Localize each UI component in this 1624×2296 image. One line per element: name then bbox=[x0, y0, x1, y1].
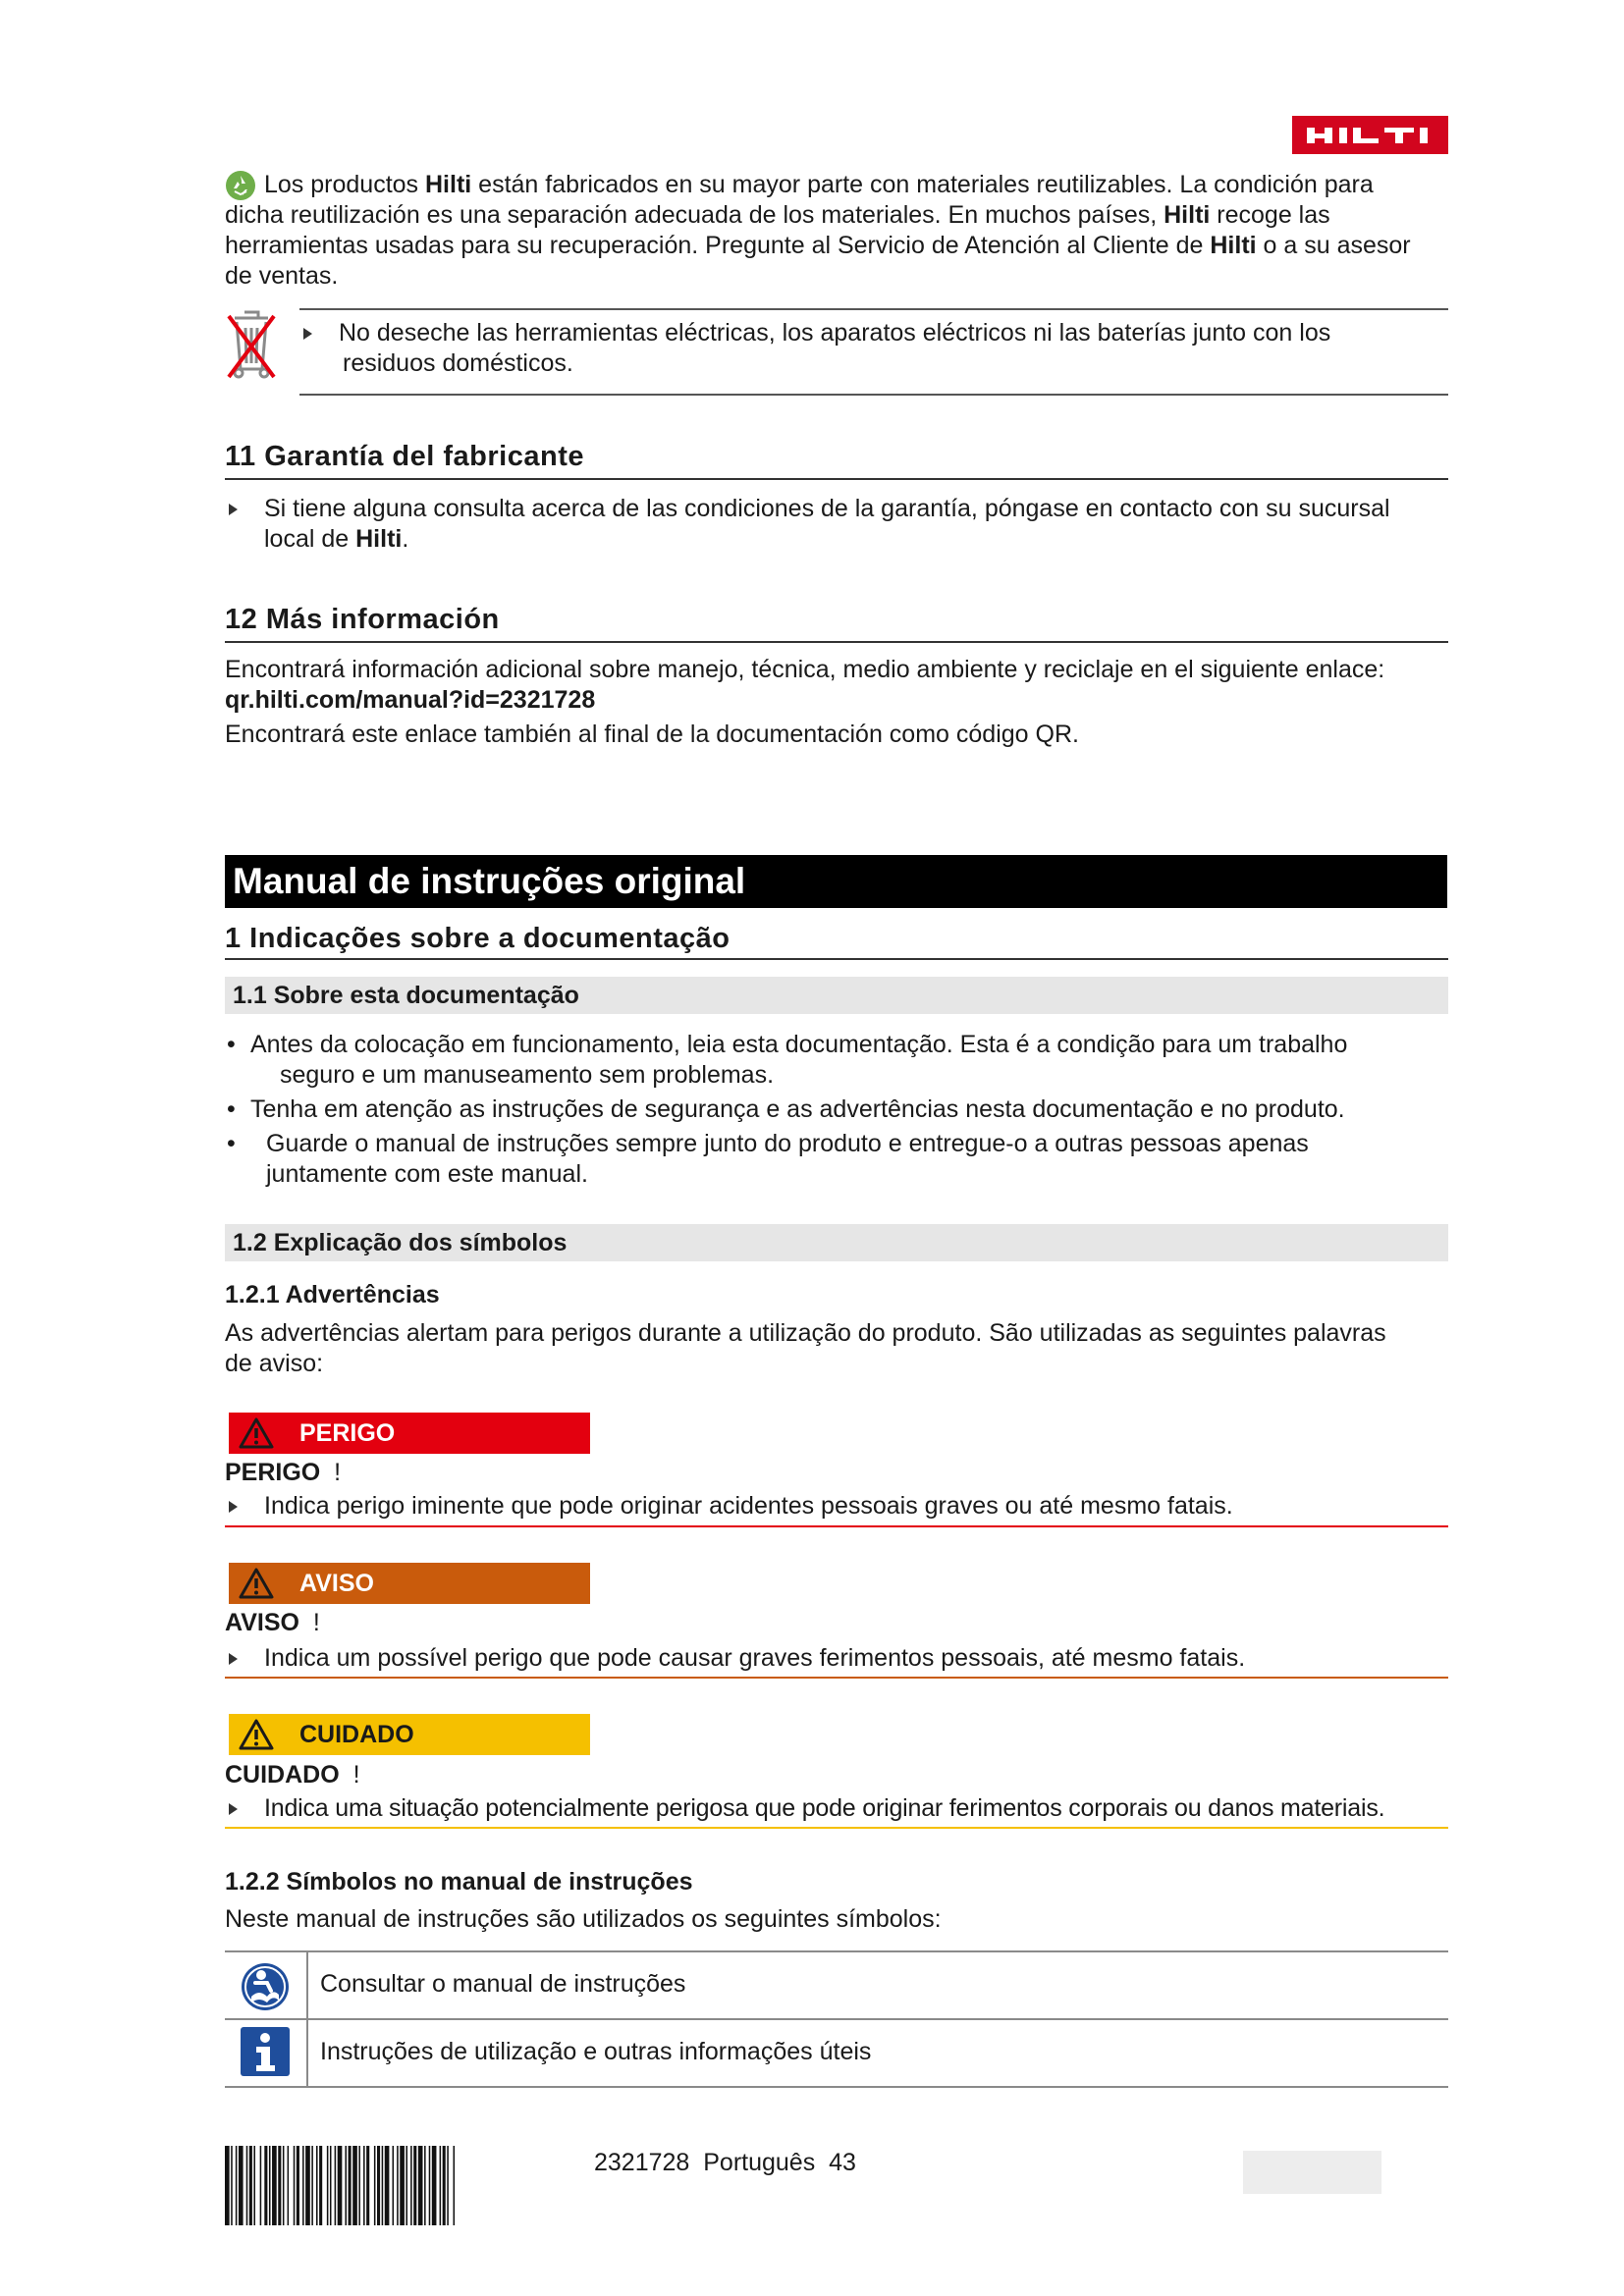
barcode-bar bbox=[305, 2146, 310, 2225]
disposal-rule-bottom bbox=[299, 394, 1448, 396]
disposal-rule-top bbox=[299, 308, 1448, 310]
footer-gray-box bbox=[1243, 2151, 1381, 2194]
barcode-bar bbox=[225, 2146, 230, 2225]
barcode-bar bbox=[366, 2146, 369, 2225]
signal-word-danger-banner bbox=[229, 1413, 590, 1454]
text-run: o a su asesor bbox=[1256, 232, 1411, 259]
signal-word-caution-banner bbox=[229, 1714, 590, 1755]
bullet-dot: • bbox=[227, 1031, 236, 1058]
barcode-bar bbox=[330, 2146, 332, 2225]
signal-label: CUIDADO bbox=[299, 1721, 414, 1748]
barcode-bar bbox=[249, 2146, 252, 2225]
brand-name: Hilti bbox=[1210, 232, 1257, 259]
barcode-bar bbox=[363, 2146, 365, 2225]
section-12-line: Encontrará información adicional sobre manejo, técnica, medio ambiente y reciclaje en el siguiente enlace: bbox=[225, 656, 1385, 683]
barcode-bar bbox=[345, 2146, 347, 2225]
symbol-info-text: Instruções de utilização e outras informações úteis bbox=[320, 2038, 872, 2065]
barcode-bar bbox=[349, 2146, 352, 2225]
crossed-bin-icon bbox=[225, 306, 278, 383]
barcode-bar bbox=[382, 2146, 384, 2225]
barcode-bar bbox=[297, 2146, 299, 2225]
signal-word: AVISO bbox=[225, 1609, 299, 1636]
brand-name: Hilti bbox=[425, 171, 472, 198]
section-12-line: Encontrará este enlace también al final de la documentación como código QR. bbox=[225, 721, 1079, 748]
barcode-bar bbox=[440, 2146, 442, 2225]
bullet-line: seguro e um manuseamento sem problemas. bbox=[280, 1061, 775, 1089]
section-11-bullet-icon bbox=[229, 503, 238, 520]
text-run: . bbox=[402, 525, 409, 553]
warning-triangle-icon bbox=[239, 1719, 274, 1750]
recycling-line bbox=[225, 200, 1448, 231]
bullet-dot: • bbox=[227, 1130, 236, 1157]
bullet-dot: • bbox=[227, 1095, 236, 1123]
barcode-bar bbox=[377, 2146, 380, 2225]
danger-text: Indica perigo iminente que pode originar acidentes pessoais graves ou até mesmo fatais. bbox=[264, 1492, 1233, 1520]
barcode-bar bbox=[272, 2146, 277, 2225]
barcode-bar bbox=[447, 2146, 449, 2225]
footer-language: Português bbox=[703, 2149, 816, 2176]
warning-text: Indica um possível perigo que pode causar graves ferimentos pessoais, até mesmo fatais. bbox=[264, 1644, 1246, 1672]
brand-name: Hilti bbox=[355, 525, 403, 553]
barcode-bar bbox=[239, 2146, 244, 2225]
barcode-bar bbox=[406, 2146, 407, 2225]
barcode-bar bbox=[260, 2146, 262, 2225]
barcode-bar bbox=[338, 2146, 343, 2225]
barcode-bar bbox=[400, 2146, 405, 2225]
documentation-bullets bbox=[225, 1030, 1501, 1190]
text-run: recoge las bbox=[1210, 201, 1330, 229]
signal-label: PERIGO bbox=[299, 1419, 396, 1447]
symbols-table-rule bbox=[225, 2086, 1448, 2088]
barcode-bar bbox=[393, 2146, 395, 2225]
barcode-bar bbox=[429, 2146, 431, 2225]
barcode-bar bbox=[302, 2146, 304, 2225]
barcode-bar bbox=[278, 2146, 281, 2225]
section-12-rule bbox=[225, 641, 1448, 643]
section-11-line: Si tiene alguna consulta acerca de las condiciones de la garantía, póngase en contacto con su sucursal bbox=[264, 495, 1390, 522]
section-1-rule bbox=[225, 958, 1448, 960]
barcode-bar bbox=[443, 2146, 446, 2225]
danger-word bbox=[225, 1458, 341, 1488]
caution-word bbox=[225, 1760, 360, 1790]
barcode-bar bbox=[410, 2146, 412, 2225]
barcode-bar bbox=[269, 2146, 271, 2225]
hilti-logo bbox=[1292, 116, 1448, 154]
recycling-line bbox=[225, 170, 1448, 200]
barcode-bar bbox=[294, 2146, 296, 2225]
bullet-line: Guarde o manual de instruções sempre junto do produto e entregue-o a outras pessoas apenas bbox=[266, 1130, 1309, 1157]
barcode-bar bbox=[231, 2146, 233, 2225]
signal-word-warning-banner bbox=[229, 1563, 590, 1604]
text-run: de ventas. bbox=[225, 262, 339, 290]
barcode-bar bbox=[311, 2146, 313, 2225]
disposal-note bbox=[339, 318, 1448, 379]
warnings-intro-line: de aviso: bbox=[225, 1350, 324, 1377]
signal-word: CUIDADO bbox=[225, 1761, 340, 1789]
barcode-bar bbox=[246, 2146, 248, 2225]
disposal-note-line: No deseche las herramientas eléctricas, los aparatos eléctricos ni las baterías junto con los bbox=[339, 319, 1331, 347]
exclamation: ! bbox=[352, 1761, 360, 1789]
recycling-line bbox=[225, 261, 1448, 292]
exclamation: ! bbox=[312, 1609, 320, 1636]
barcode-bar bbox=[316, 2146, 318, 2225]
section-12-heading: 12 Más información bbox=[225, 604, 500, 635]
symbols-table-rule bbox=[225, 2018, 1448, 2020]
signal-word: PERIGO bbox=[225, 1459, 321, 1486]
barcode-bar bbox=[236, 2146, 238, 2225]
barcode-bar bbox=[327, 2146, 329, 2225]
bullet-line: juntamente com este manual. bbox=[266, 1160, 588, 1188]
recycling-paragraph bbox=[225, 170, 1448, 292]
barcode bbox=[225, 2146, 562, 2225]
symbol-read-manual-text: Consultar o manual de instruções bbox=[320, 1970, 686, 1998]
caution-bullet-icon bbox=[229, 1802, 238, 1820]
barcode-bar bbox=[424, 2146, 426, 2225]
section-11-rule bbox=[225, 478, 1448, 480]
signal-label: AVISO bbox=[299, 1570, 374, 1597]
bullet-line: Antes da colocação em funcionamento, leia esta documentação. Esta é a condição para um trabalho bbox=[250, 1031, 1348, 1058]
warning-rule bbox=[225, 1677, 1448, 1679]
bullet-item bbox=[225, 1095, 1501, 1125]
warning-word bbox=[225, 1608, 320, 1638]
more-info-link[interactable]: qr.hilti.com/manual?id=2321728 bbox=[225, 686, 596, 714]
symbols-table-divider bbox=[306, 1950, 308, 2088]
page-number: 43 bbox=[829, 2149, 856, 2176]
text-run: Los productos bbox=[264, 171, 425, 198]
read-manual-icon bbox=[240, 1961, 291, 2012]
disposal-note-line: residuos domésticos. bbox=[343, 349, 573, 377]
section-11-heading: 11 Garantía del fabricante bbox=[225, 441, 584, 472]
subsection-1-2-1-heading: 1.2.1 Advertências bbox=[225, 1281, 440, 1308]
danger-rule bbox=[225, 1525, 1448, 1527]
barcode-bar bbox=[264, 2146, 267, 2225]
warning-bullet-icon bbox=[229, 1652, 238, 1670]
bullet-item bbox=[225, 1030, 1501, 1091]
info-icon bbox=[240, 2026, 291, 2077]
exclamation: ! bbox=[334, 1459, 342, 1486]
text-run: están fabricados en su mayor parte con materiales reutilizables. La condición para bbox=[471, 171, 1374, 198]
text-run: dicha reutilización es una separación adecuada de los materiales. En muchos países, bbox=[225, 201, 1164, 229]
subsection-1-1-heading: 1.1 Sobre esta documentação bbox=[225, 977, 1448, 1014]
barcode-bar bbox=[288, 2146, 290, 2225]
caution-text: Indica uma situação potencialmente perigosa que pode originar ferimentos corporais ou danos materiais. bbox=[264, 1794, 1385, 1822]
footer-doc-number: 2321728 bbox=[594, 2149, 690, 2176]
disposal-bullet-icon bbox=[303, 327, 312, 345]
bullet-item bbox=[225, 1129, 1501, 1190]
barcode-bar bbox=[432, 2146, 437, 2225]
barcode-bar bbox=[335, 2146, 337, 2225]
text-run: herramientas usadas para su recuperación. Pregunte al Servicio de Atención al Cliente de bbox=[225, 232, 1211, 259]
section-11-text bbox=[264, 494, 1448, 555]
manual-title-bar: Manual de instruções original bbox=[225, 855, 1447, 908]
barcode-bar bbox=[374, 2146, 376, 2225]
subsection-1-2-heading: 1.2 Explicação dos símbolos bbox=[225, 1224, 1448, 1261]
barcode-bar bbox=[358, 2146, 360, 2225]
barcode-bar bbox=[253, 2146, 255, 2225]
footer-info bbox=[594, 2148, 856, 2178]
barcode-bar bbox=[397, 2146, 399, 2225]
text-run: local de bbox=[264, 525, 356, 553]
subsection-1-2-2-heading: 1.2.2 Símbolos no manual de instruções bbox=[225, 1868, 693, 1896]
barcode-bar bbox=[385, 2146, 390, 2225]
symbols-intro: Neste manual de instruções são utilizados os seguintes símbolos: bbox=[225, 1905, 942, 1933]
warnings-intro-line: As advertências alertam para perigos durante a utilização do produto. São utilizadas as seguintes palavras bbox=[225, 1319, 1386, 1347]
barcode-bar bbox=[418, 2146, 423, 2225]
section-11-line bbox=[264, 524, 1448, 555]
warnings-intro bbox=[225, 1318, 1541, 1379]
barcode-bar bbox=[283, 2146, 285, 2225]
barcode-bar bbox=[413, 2146, 416, 2225]
barcode-bar bbox=[319, 2146, 322, 2225]
brand-name: Hilti bbox=[1164, 201, 1211, 229]
section-1-heading: 1 Indicações sobre a documentação bbox=[225, 923, 731, 954]
barcode-bar bbox=[454, 2146, 456, 2225]
danger-bullet-icon bbox=[229, 1500, 238, 1518]
recycling-line bbox=[225, 231, 1448, 261]
warning-triangle-icon bbox=[239, 1568, 274, 1599]
bullet-line: Tenha em atenção as instruções de segurança e as advertências nesta documentação e no produto. bbox=[250, 1095, 1345, 1123]
symbols-table-rule bbox=[225, 1950, 1448, 1952]
caution-rule bbox=[225, 1827, 1448, 1829]
section-12-text bbox=[225, 655, 1531, 750]
warning-triangle-icon bbox=[239, 1417, 274, 1449]
barcode-bar bbox=[352, 2146, 357, 2225]
